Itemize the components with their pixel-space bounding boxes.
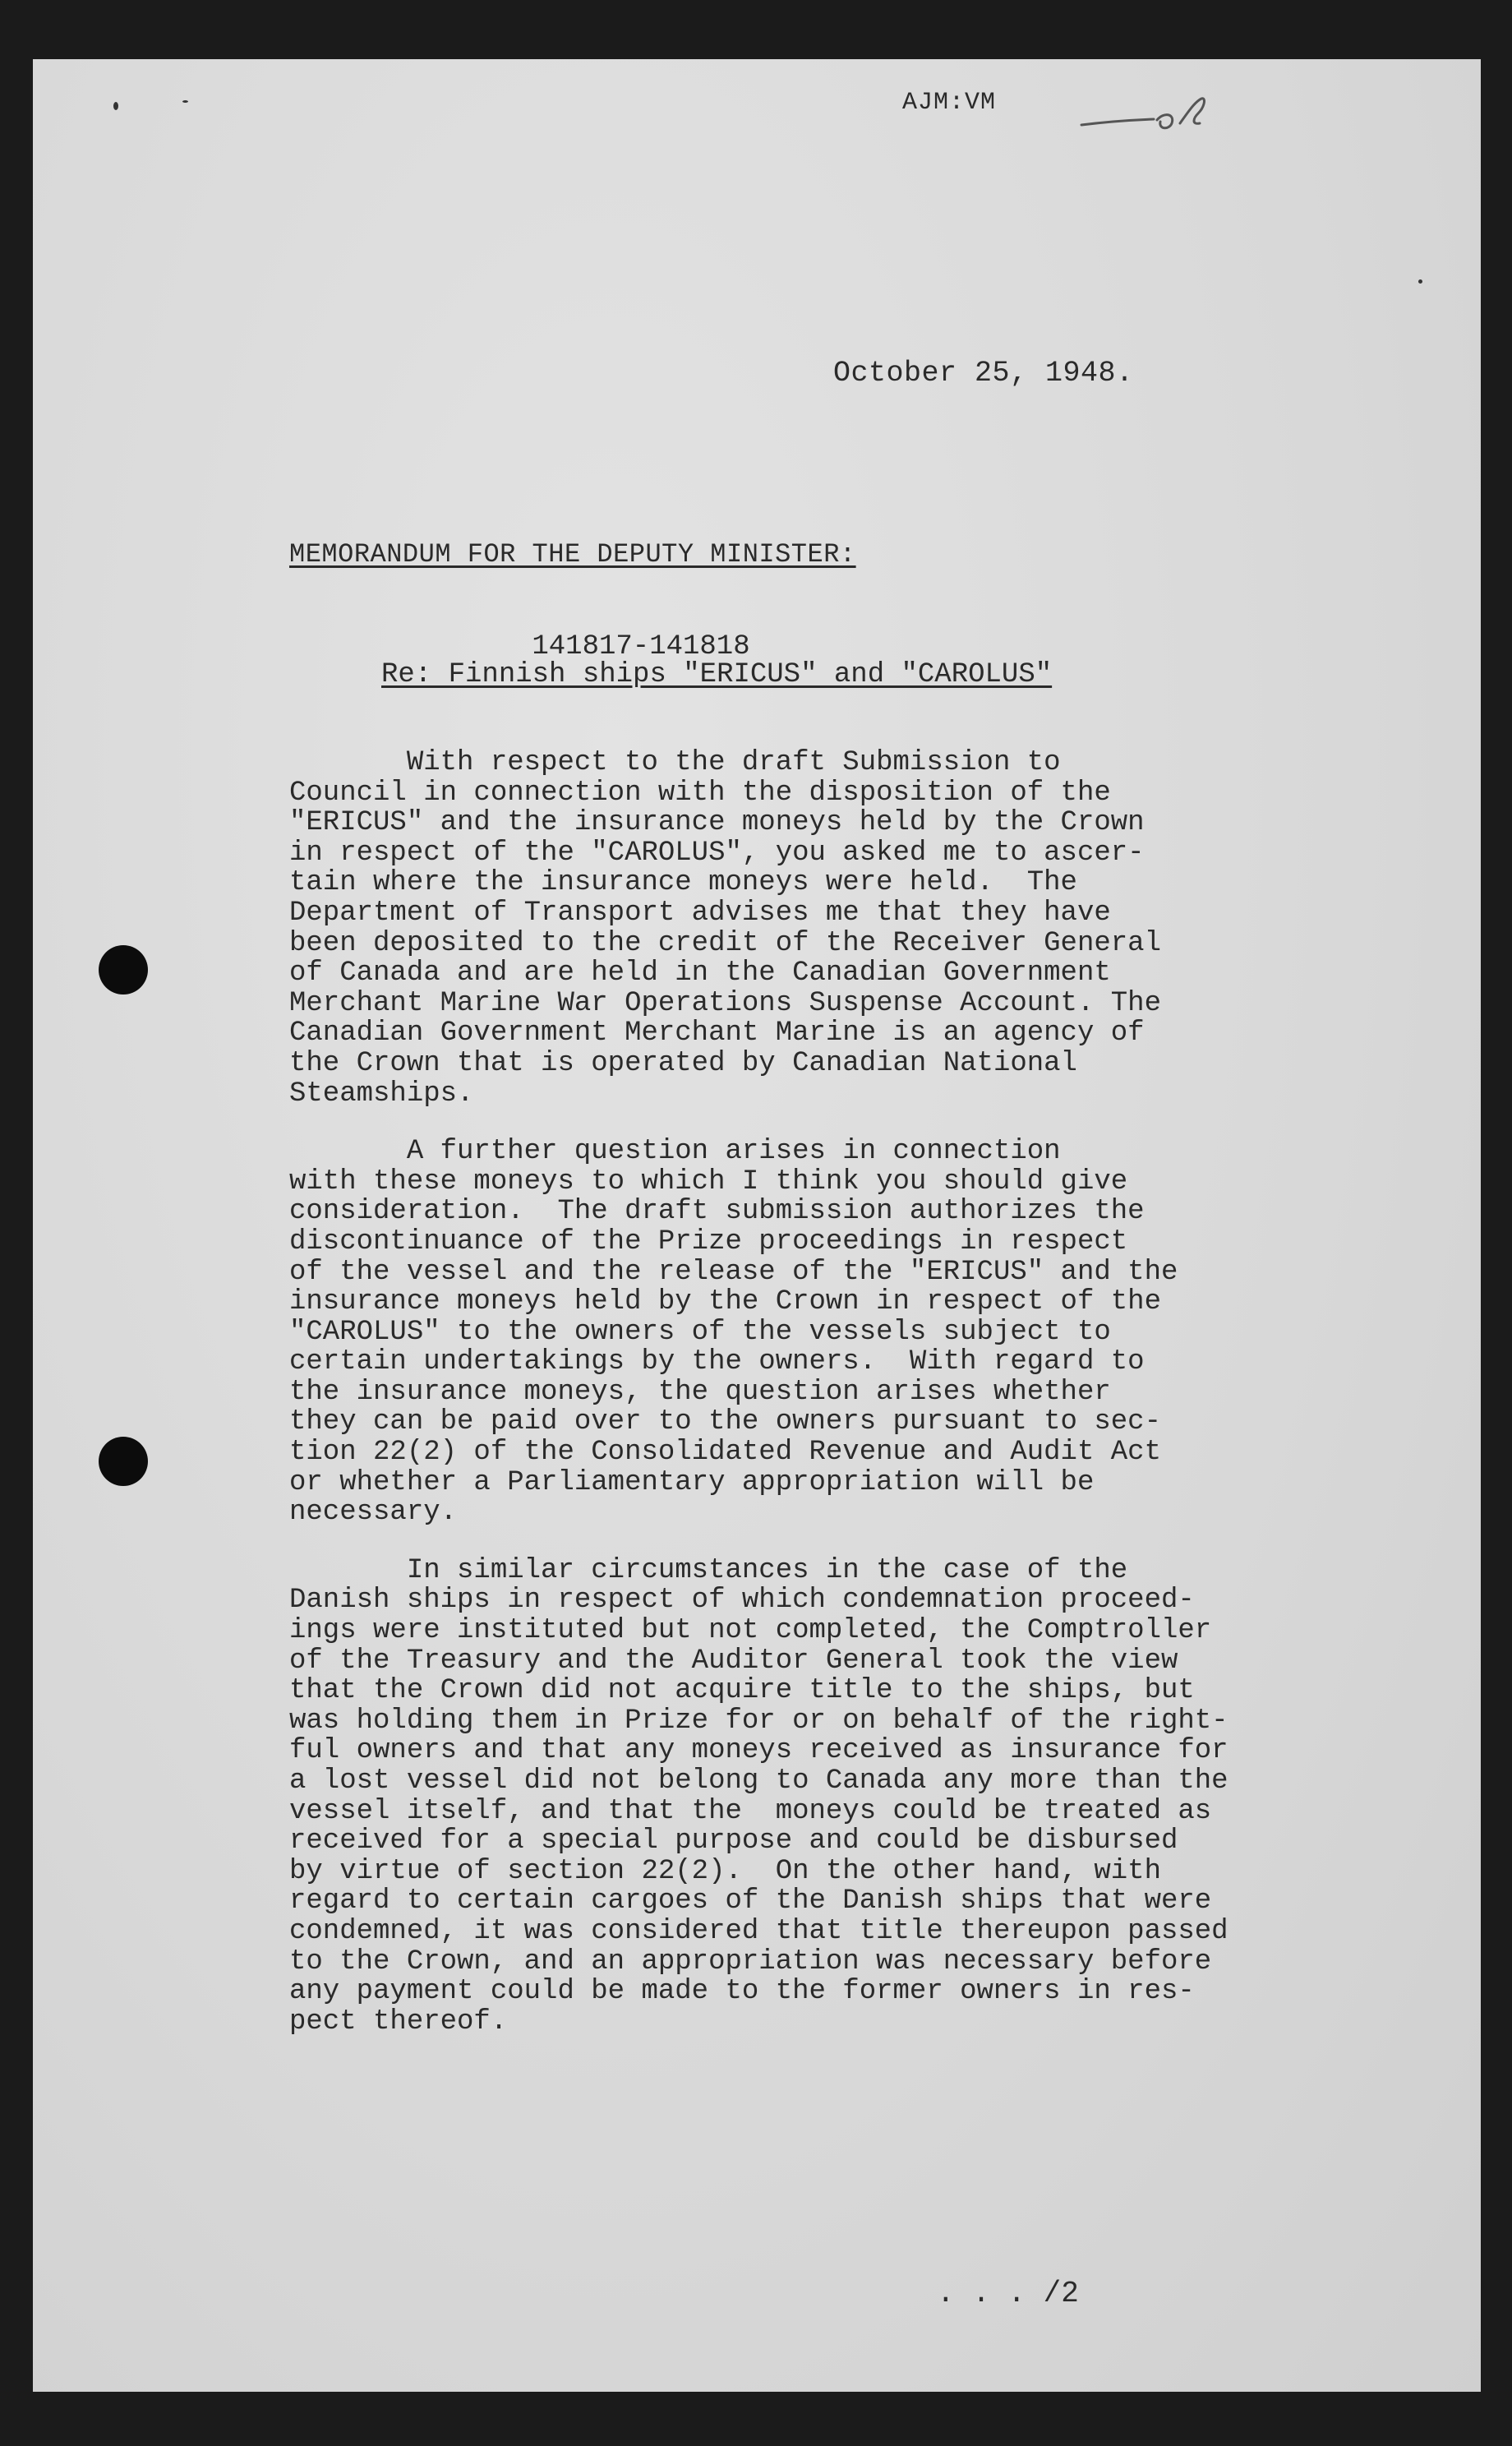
memo-body	[289, 748, 1325, 2065]
memo-heading: MEMORANDUM FOR THE DEPUTY MINISTER:	[289, 539, 856, 570]
body-paragraph-3: In similar circumstances in the case of the Danish ships in respect of which condemnation proceed- ings were instituted but not completed, the Comptroller of the Treasury and the Auditor General took the view that the Crown did not acquire title to the ships, but was holding them in Prize for or on behalf of the right- ful owners and that any moneys received as insurance for a lost vessel did not belong to Canada any more than the vessel itself, and that the moneys could be treated as received for a special purpose and could be disbursed by virtue of section 22(2). On the other hand, with regard to certain cargoes of the Danish ships that were condemned, it was considered that title thereupon passed to the Crown, and an appropriation was necessary before any payment could be made to the former owners in res- pect thereof.	[289, 1554, 1228, 2038]
handwritten-mark	[1075, 92, 1231, 141]
punch-hole-top	[99, 945, 148, 995]
memo-page	[33, 59, 1481, 2392]
ink-speck	[1418, 279, 1422, 284]
ink-speck	[182, 100, 188, 103]
subject-line: Re: Finnish ships "ERICUS" and "CAROLUS"	[381, 659, 1053, 690]
file-numbers: 141817-141818	[532, 631, 750, 662]
body-paragraph-2: A further question arises in connection with these moneys to which I think you should give consideration. The draft submission authorizes the discontinuance of the Prize proceedings in respect of the vessel and the release of the "ERICUS" and the insurance moneys held by the Crown in respect of the "CAROLUS" to the owners of the vessels subject to certain undertakings by the owners. With regard to the insurance moneys, the question arises whether they can be paid over to the owners pursuant to sec- tion 22(2) of the Consolidated Revenue and Audit Act or whether a Parliamentary appropriation will be necessary.	[289, 1136, 1178, 1529]
continuation-marker: . . . /2	[937, 2277, 1079, 2310]
punch-hole-bottom	[99, 1437, 148, 1486]
reference-initials: AJM:VM	[902, 89, 997, 117]
body-paragraph-1: With respect to the draft Submission to Council in connection with the disposition of the "ERICUS" and the insurance moneys held by the Crown in respect of the "CAROLUS", you asked me to ascer- tain where the insurance moneys were held. The Department of Transport advises me that they have been deposited to the credit of the Receiver General of Canada and are held in the Canadian Government Merchant Marine War Operations Suspense Account. The Canadian Government Merchant Marine is an agency of the Crown that is operated by Canadian National Steamships.	[289, 747, 1161, 1110]
ink-speck	[113, 102, 118, 110]
memo-date: October 25, 1948.	[833, 357, 1134, 390]
